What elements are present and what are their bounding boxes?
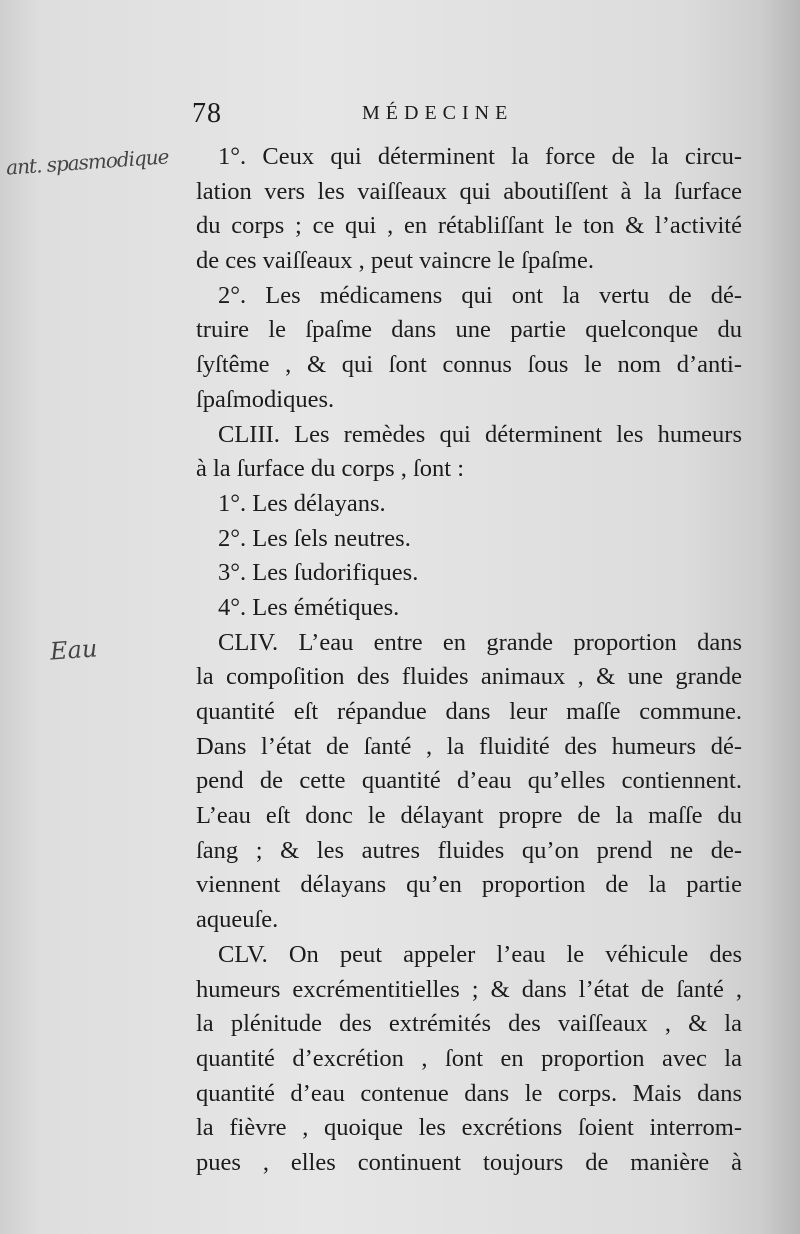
- list-item: 4°. Les émétiques.: [218, 593, 400, 621]
- text-line: ſpaſmodiques.: [196, 385, 335, 413]
- text-line: Dans l’état de ſanté , la fluidité des humeurs dé-: [196, 732, 742, 760]
- list-item: 2°. Les ſels neutres.: [218, 524, 411, 552]
- text-line: la fièvre , quoique les excrétions ſoient interrom-: [196, 1114, 742, 1142]
- text-line: à la ſurface du corps , ſont :: [196, 455, 465, 483]
- text-line: la compoſition des fluides animaux , & une grande: [196, 663, 742, 691]
- running-title: MÉDECINE: [362, 102, 514, 124]
- body-text: [196, 140, 742, 1181]
- handwritten-margin-note: Eau: [49, 634, 99, 666]
- text-line: pend de cette quantité d’eau qu’elles contiennent.: [196, 767, 742, 795]
- text-line: humeurs excrémentitielles ; & dans l’état de ſanté ,: [196, 975, 742, 1003]
- text-line: quantité d’eau contenue dans le corps. Mais dans: [196, 1079, 742, 1107]
- text-line: 2°. Les médicamens qui ont la vertu de dé-: [218, 281, 742, 309]
- page-header: [192, 98, 752, 134]
- text-line: quantité eſt répandue dans leur maſſe commune.: [196, 698, 742, 725]
- text-line: truire le ſpaſme dans une partie quelconque du: [196, 316, 742, 344]
- text-line: L’eau eſt donc le délayant propre de la maſſe du: [196, 802, 742, 830]
- text-line: lation vers les vaiſſeaux qui aboutiſſent à la ſurface: [196, 177, 742, 205]
- text-line: 1°. Ceux qui déterminent la force de la circu-: [218, 143, 742, 170]
- text-line: aqueuſe.: [196, 906, 279, 934]
- text-line: ſang ; & les autres fluides qu’on prend ne de-: [196, 836, 742, 864]
- text-line: viennent délayans qu’en proportion de la partie: [196, 871, 742, 899]
- text-line: CLV. On peut appeler l’eau le véhicule des: [218, 940, 742, 968]
- text-line: du corps ; ce qui , en rétabliſſant le ton & l’activité: [196, 212, 742, 240]
- text-line: ſyſtême , & qui ſont connus ſous le nom d’anti-: [196, 351, 742, 379]
- text-line: quantité d’excrétion , ſont en proportion avec la: [196, 1044, 742, 1072]
- text-line: pues , elles continuent toujours de manière à: [196, 1148, 742, 1176]
- list-item: 1°. Les délayans.: [218, 489, 386, 517]
- page-number: 78: [192, 98, 222, 129]
- text-line: de ces vaiſſeaux , peut vaincre le ſpaſme.: [196, 247, 594, 275]
- page-edge-shadow: [760, 0, 800, 1234]
- text-line: la plénitude des extrémités des vaiſſeaux , & la: [196, 1010, 742, 1038]
- text-line: CLIII. Les remèdes qui déterminent les humeurs: [218, 420, 742, 448]
- text-line: CLIV. L’eau entre en grande proportion dans: [218, 628, 742, 656]
- handwritten-margin-note: ant. spasmodique: [5, 144, 170, 180]
- list-item: 3°. Les ſudorifiques.: [218, 559, 419, 587]
